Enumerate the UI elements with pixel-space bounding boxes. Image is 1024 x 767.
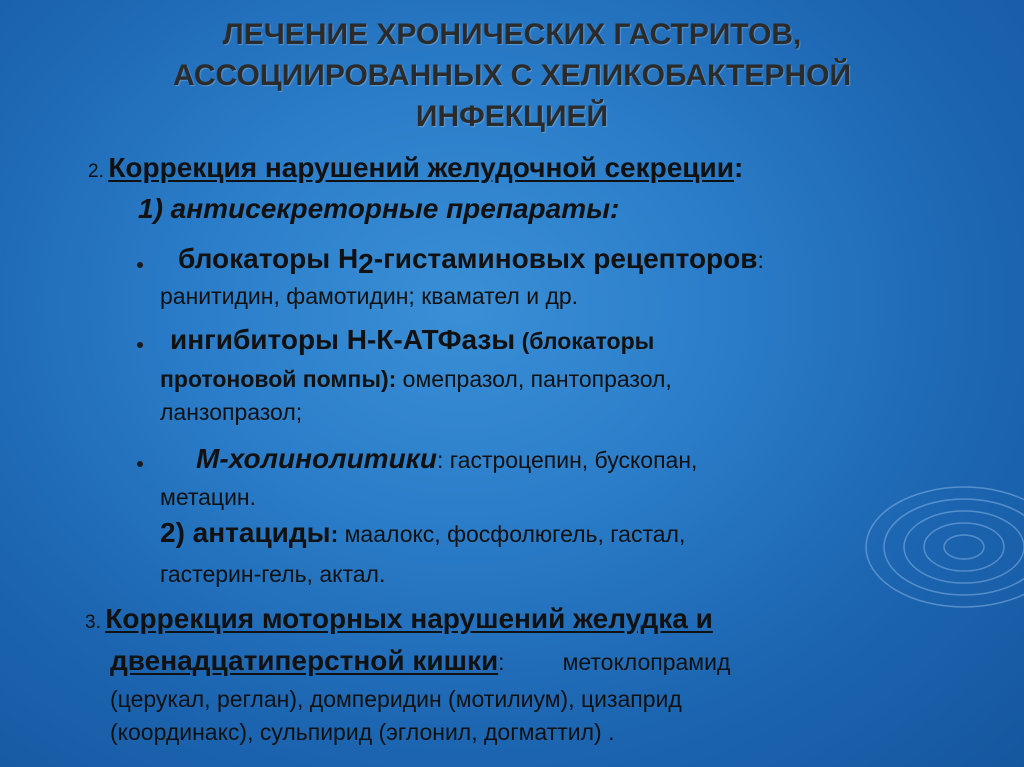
section-2-heading: [88, 152, 743, 184]
ppi-line-3: ланзопразол;: [160, 399, 303, 425]
anticholinergic-line-2: метацин.: [160, 484, 257, 510]
antacids-colon: :: [330, 521, 339, 547]
section-3-colon: :: [498, 649, 505, 675]
section-2-number: 2.: [88, 161, 104, 182]
slide-title: [0, 14, 1024, 137]
section-3-line-3: (церукал, реглан), домперидин (мотилиум), цизаприд: [110, 686, 682, 712]
water-ripple-decoration: [864, 447, 1024, 647]
antacids-line-2: гастерин-гель, актал.: [160, 561, 386, 587]
bullet-h2-blockers-title: [178, 243, 764, 279]
title-line-2: АССОЦИИРОВАННЫХ С ХЕЛИКОБАКТЕРНОЙ: [172, 59, 852, 92]
anticholinergic-colon: :: [436, 447, 444, 473]
bullet-marker: [137, 461, 143, 467]
section-2-colon: :: [733, 152, 744, 183]
ppi-line-2: [160, 366, 672, 393]
section-3-title-line-1: Коррекция моторных нарушений желудка и: [105, 603, 713, 634]
section-3-drug-1: метоклопрамид: [562, 649, 731, 675]
ppi-label-small: (блокаторы: [515, 328, 655, 354]
h2-blockers-colon: :: [757, 247, 764, 273]
title-line-1: ЛЕЧЕНИЕ ХРОНИЧЕСКИХ ГАСТРИТОВ,: [222, 18, 802, 51]
section-3-heading: [85, 603, 713, 635]
section-3-line-4: (координакс), сульпирид (эглонил, догматтил) .: [110, 719, 615, 745]
antacids-label: 2) антациды: [160, 517, 331, 548]
anticholinergic-label: М-холинолитики: [196, 443, 437, 474]
h2-blockers-drugs: ранитидин, фамотидин; квамател и др.: [160, 283, 579, 309]
ppi-line-2-drugs: омепразол, пантопразол,: [396, 366, 672, 392]
bullet-ppi-title: [170, 324, 654, 356]
anticholinergic-drugs: гастроцепин, бускопан,: [443, 447, 698, 473]
h2-blockers-label-b: -гистаминовых рецепторов: [373, 243, 758, 274]
section-3-number: 3.: [85, 612, 101, 633]
bullet-marker: [137, 342, 143, 348]
antacids-drugs: маалокс, фосфолюгель, гастал,: [338, 521, 686, 547]
section-2-title: Коррекция нарушений желудочной секреции: [108, 152, 734, 183]
h2-subscript: 2: [358, 248, 374, 279]
ppi-line-2-bold: протоновой помпы):: [160, 366, 397, 392]
ppi-label: ингибиторы Н-К-АТФазы: [170, 324, 516, 355]
antisecretory-subheading: 1) антисекреторные препараты:: [138, 193, 620, 224]
section-3-line-2: [110, 645, 730, 677]
section-3-title-line-2: двенадцатиперстной кишки: [110, 645, 499, 676]
h2-blockers-label-a: блокаторы Н: [178, 243, 359, 274]
bullet-anticholinergic-title: [196, 443, 697, 475]
title-line-3: ИНФЕКЦИЕЙ: [415, 100, 609, 133]
antacids-line: [160, 517, 685, 549]
bullet-marker: [137, 262, 143, 268]
